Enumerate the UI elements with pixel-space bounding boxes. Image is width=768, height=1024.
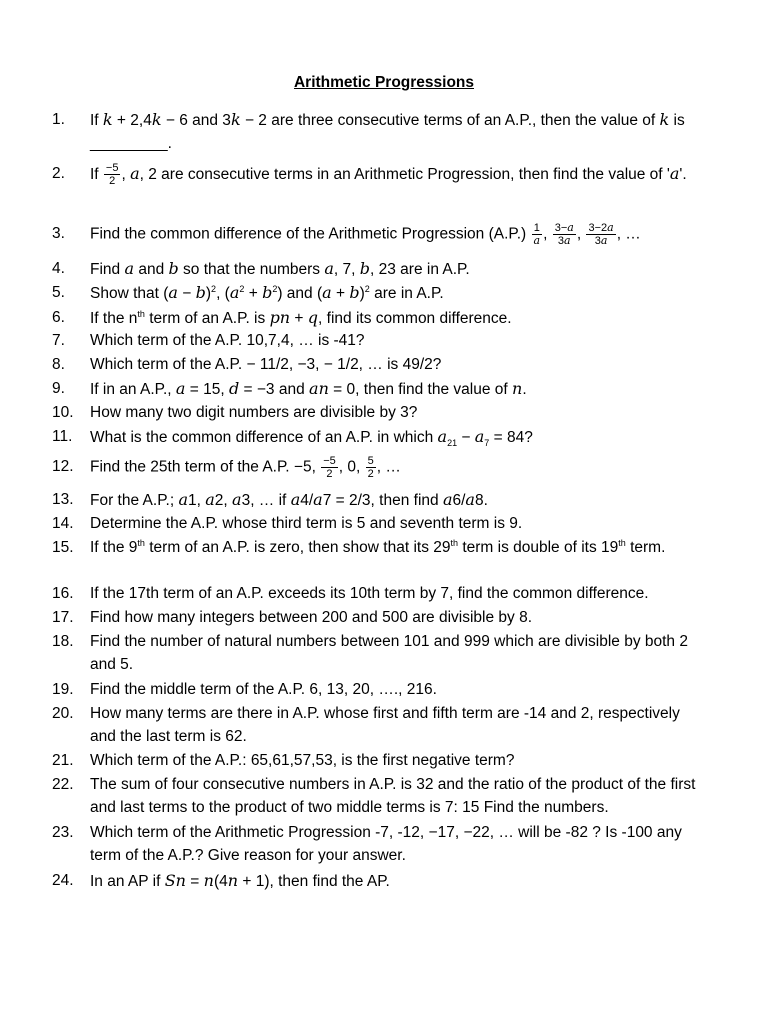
- item-number: 5.: [52, 284, 65, 301]
- item-text: If the $n^{th}$ term of an A.P. is pn + q, find its common difference.: [90, 308, 512, 327]
- item-number: 13.: [52, 491, 74, 508]
- item-text: For the A.P.; a1, a2, a3, … if a4/a7 = 2/3, then find a6/a8.: [90, 490, 488, 509]
- item-number: 23.: [52, 824, 74, 841]
- list-item: [52, 678, 702, 701]
- item-text: What is the common difference of an A.P. in which $a_{21} - a_7 = 84$?: [90, 427, 533, 449]
- list-item: [52, 630, 702, 676]
- list-item: [52, 821, 702, 867]
- item-text: Determine the A.P. whose third term is 5 and seventh term is 9.: [90, 515, 523, 532]
- item-number: 1.: [52, 111, 65, 128]
- item-text: Find the middle term of the A.P. 6, 13, 20, …., 216.: [90, 681, 437, 698]
- list-item: [52, 401, 702, 424]
- item-number: 21.: [52, 752, 74, 769]
- item-number: 9.: [52, 380, 65, 397]
- item-number: 16.: [52, 585, 74, 602]
- item-text: Find how many integers between 200 and 500 are divisible by 8.: [90, 609, 533, 626]
- item-text: If k + 2,4k − 6 and 3k − 2 are three consecutive terms of an A.P., then the value of k is _________.: [90, 110, 685, 152]
- item-text: Which term of the A.P. − 11/2, −3, − 1/2, … is 49/2?: [90, 356, 442, 373]
- list-item: [52, 162, 702, 187]
- list-item: [52, 281, 702, 305]
- item-number: 12.: [52, 458, 74, 475]
- list-item: [52, 512, 702, 535]
- item-text: How many two digit numbers are divisible by 3?: [90, 404, 418, 421]
- item-text: Show that $(a - b)^2$, $(a^2 + b^2)$ and $(a + b)^2$ are in A.P.: [90, 283, 444, 302]
- list-item: [52, 425, 702, 449]
- list-item: [52, 582, 702, 605]
- item-number: 18.: [52, 633, 74, 650]
- item-number: 24.: [52, 872, 74, 889]
- list-item: [52, 606, 702, 629]
- item-text: Which term of the Arithmetic Progression -7, -12, −17, −22, … will be -82 ? Is -100 any term of the A.P.? Give reason for your answer.: [90, 824, 682, 864]
- list-item: [52, 329, 702, 352]
- item-text: Which term of the A.P.: 65,61,57,53, is the first negative term?: [90, 752, 515, 769]
- item-text: If the 17th term of an A.P. exceeds its 10th term by 7, find the common difference.: [90, 585, 649, 602]
- item-number: 20.: [52, 705, 74, 722]
- item-number: 10.: [52, 404, 74, 421]
- item-number: 19.: [52, 681, 74, 698]
- item-number: 6.: [52, 309, 65, 326]
- list-item: [52, 536, 702, 559]
- item-text: Find the 25th term of the A.P. −5, $\frac{-5}{2}$ , 0, $\frac{5}{2}$ , …: [90, 455, 401, 480]
- item-text: Find a and b so that the numbers a, 7, b, 23 are in A.P.: [90, 259, 470, 278]
- list-item: [52, 377, 702, 401]
- item-number: 4.: [52, 260, 65, 277]
- item-number: 17.: [52, 609, 74, 626]
- item-number: 14.: [52, 515, 74, 532]
- item-text: Which term of the A.P. 10,7,4, … is -41?: [90, 332, 365, 349]
- list-item: [52, 702, 702, 748]
- list-item: [52, 455, 702, 480]
- list-item: [52, 749, 702, 772]
- list-item: [52, 773, 702, 819]
- item-number: 11.: [52, 428, 73, 445]
- item-number: 7.: [52, 332, 65, 349]
- item-text: If $\frac{-5}{2}$ , a, 2 are consecutive terms in an Arithmetic Progression, then find the value of 'a'.: [90, 162, 687, 188]
- item-text: If in an A.P., a = 15, d = −3 and an = 0, then find the value of n.: [90, 379, 527, 398]
- list-item: [52, 306, 702, 330]
- item-text: How many terms are there in A.P. whose first and fifth term are -14 and 2, respectively and the last term is 62.: [90, 705, 680, 745]
- list-item: [52, 222, 702, 247]
- item-text: The sum of four consecutive numbers in A.P. is 32 and the ratio of the product of the first and last terms to the product of two middle terms is 7: 15 Find the numbers.: [90, 776, 696, 816]
- list-item: [52, 108, 702, 155]
- item-number: 3.: [52, 225, 65, 242]
- item-number: 8.: [52, 356, 65, 373]
- item-number: 2.: [52, 165, 65, 182]
- list-item: [52, 869, 702, 893]
- item-text: If the 9th term of an A.P. is zero, then show that its 29th term is double of its 19th term.: [90, 537, 666, 556]
- list-item: [52, 488, 702, 512]
- list-item: [52, 353, 702, 376]
- item-text: Find the number of natural numbers between 101 and 999 which are divisible by both 2 and 5.: [90, 633, 688, 673]
- item-number: 15.: [52, 539, 74, 556]
- item-number: 22.: [52, 776, 74, 793]
- page-title: Arithmetic Progressions: [293, 74, 475, 91]
- item-text: In an AP if Sn = n(4n + 1), then find the AP.: [90, 871, 390, 890]
- item-text: Find the common difference of the Arithmetic Progression (A.P.) $\frac{1}{a}$ , $\frac{3-a}{3a}$ , $\frac{3-2a}{3a}$ , …: [90, 221, 641, 247]
- list-item: [52, 257, 702, 281]
